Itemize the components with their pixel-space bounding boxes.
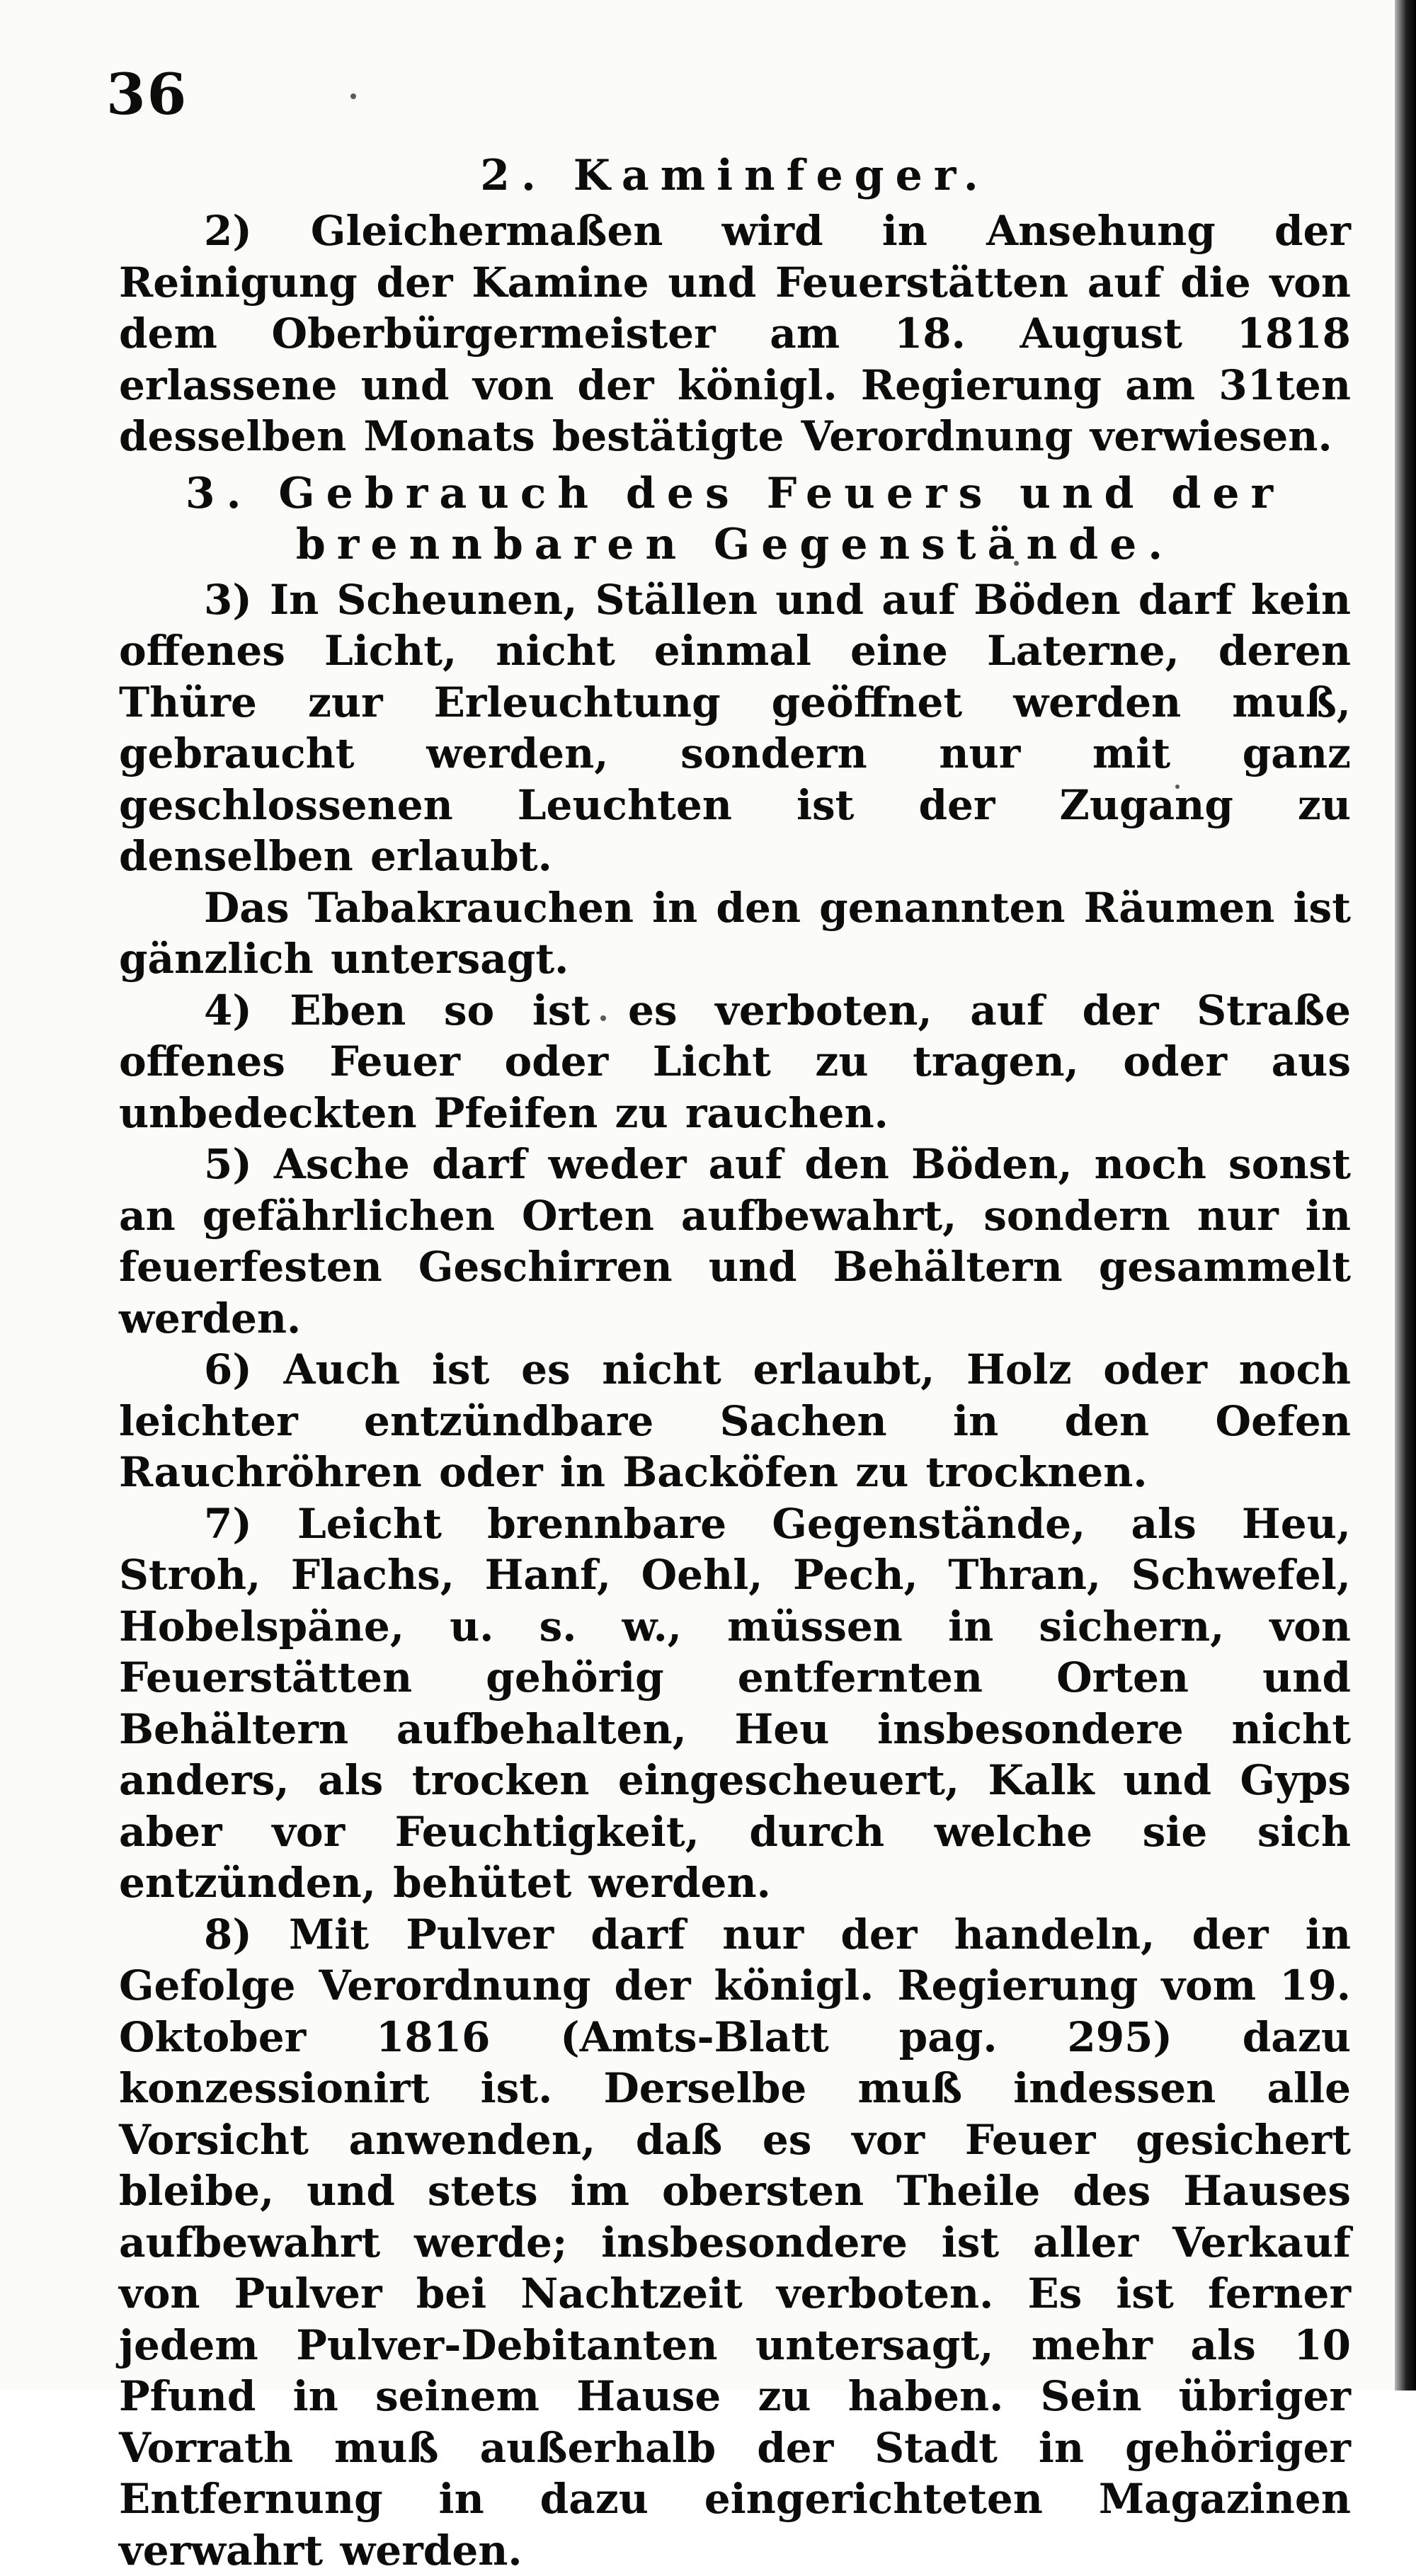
section-heading: 3. Gebrauch des Feuers und der brennbaren Gegenstände. (119, 468, 1351, 570)
paragraph: Das Tabakrauchen in den genannten Räumen ist gänzlich untersagt. (119, 882, 1351, 985)
scan-speck (350, 93, 356, 99)
section-heading: 2. Kaminfeger. (119, 150, 1351, 201)
page-body (119, 144, 1351, 2576)
paragraph: 5) Asche darf weder auf den Böden, noch sonst an gefährlichen Orten aufbewahrt, sondern nur in feuerfesten Geschirren und Behältern gesammelt werden. (119, 1139, 1351, 1344)
paragraph: 4) Eben so ist es verboten, auf der Straße offenes Feuer oder Licht zu tragen, oder aus unbedeckten Pfeifen zu rauchen. (119, 985, 1351, 1139)
page-number: 36 (106, 61, 188, 127)
paragraph: 3) In Scheunen, Ställen und auf Böden darf kein offenes Licht, nicht einmal eine Laterne, deren Thüre zur Erleuchtung geöffnet werden muß, gebraucht werden, sondern nur mit ganz geschlossenen Leuchten ist der Zugang zu denselben erlaubt. (119, 574, 1351, 882)
paragraph: 7) Leicht brennbare Gegenstände, als Heu, Stroh, Flachs, Hanf, Oehl, Pech, Thran, Schwefel, Hobelspäne, u. s. w., müssen in sichern, von Feuerstätten gehörig entfernten Orten und Behältern aufbehalten, Heu insbesondere nicht anders, als trocken eingescheuert, Kalk und Gyps aber vor Feuchtigkeit, durch welche sie sich entzünden, behütet werden. (119, 1498, 1351, 1909)
paragraph: 8) Mit Pulver darf nur der handeln, der in Gefolge Verordnung der königl. Regierung vom 19. Oktober 1816 (Amts-Blatt pag. 295) dazu konzessionirt ist. Derselbe muß indessen alle Vorsicht anwenden, daß es vor Feuer gesichert bleibe, und stets im obersten Theile des Hauses aufbewahrt werde; insbesondere ist aller Verkauf von Pulver bei Nachtzeit verboten. Es ist ferner jedem Pulver-Debitanten untersagt, mehr als 10 Pfund in seinem Hause zu haben. Sein übriger Vorrath muß außerhalb der Stadt in gehöriger Entfernung in dazu eingerichteten Magazinen verwahrt werden. (119, 1909, 1351, 2576)
page-edge-shadow (1395, 0, 1416, 2390)
paragraph: 2) Gleichermaßen wird in Ansehung der Reinigung der Kamine und Feuerstätten auf die von dem Oberbürgermeister am 18. August 1818 erlassene und von der königl. Regierung am 31ten desselben Monats bestätigte Verordnung verwiesen. (119, 205, 1351, 462)
paragraph: 6) Auch ist es nicht erlaubt, Holz oder noch leichter entzündbare Sachen in den Oefen Rauchröhren oder in Backöfen zu trocknen. (119, 1344, 1351, 1498)
